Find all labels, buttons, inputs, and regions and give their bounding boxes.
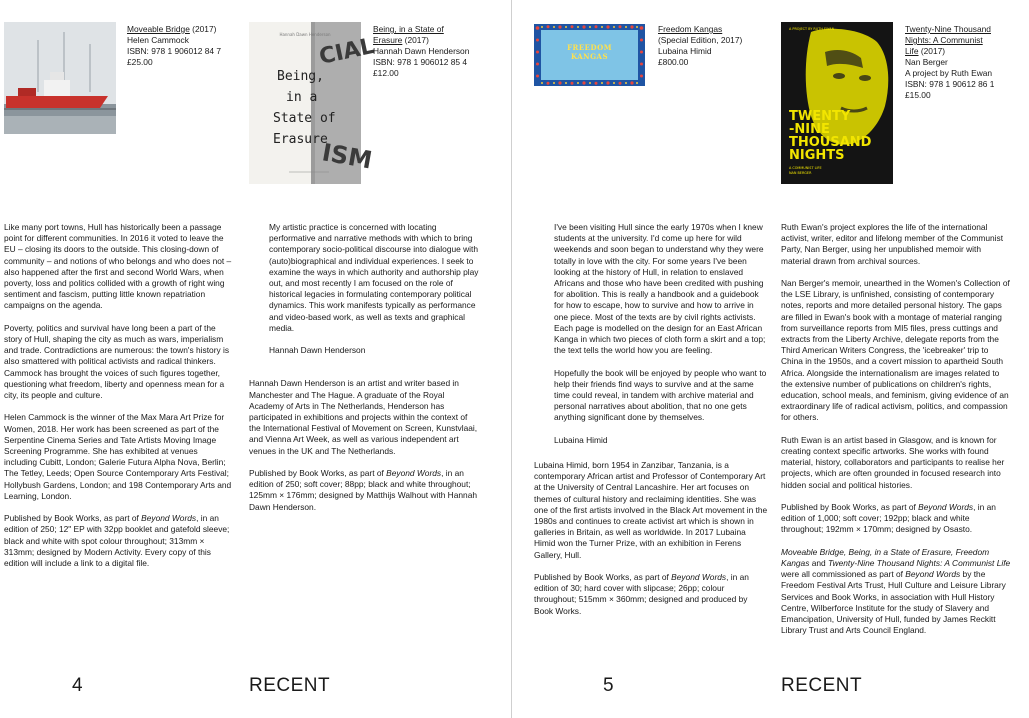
book-title-link[interactable]: Twenty-Nine Thousand: [905, 24, 991, 34]
cover-word-thousand: THOUSAND: [789, 135, 872, 150]
cover-word-nights: NIGHTS: [789, 148, 845, 163]
caption-moveable-bridge: Moveable Bridge (2017) Helen Cammock ISBN: 978 1 906012 84 7 £25.00: [127, 24, 222, 67]
cover-word-in-a: in a: [286, 90, 318, 105]
caption-freedom-kangas: Freedom Kangas (Special Edition, 2017) Lubaina Himid £800.00: [658, 24, 782, 68]
book-title-link-cont[interactable]: Nights: A Communist: [905, 35, 983, 45]
text-column-cammock: [4, 222, 233, 580]
publication-details: Published by Book Works, as part of Beyond Words, in an edition of 250; 12" EP with 32pp booklet and gatefold sleeve; black and white with spot colour throughout; 313mm × 313mm; designed by Modern Activity. Every copy of this edition will include a link to a digital file.: [4, 513, 230, 569]
commission-credits: Moveable Bridge, Being, in a State of Erasure, Freedom Kangas and Twenty-Nine Thousand Nights: A Communist Life were all commissioned as part of Beyond Words by the Freedom Festival Arts Trust, Hull Culture and Leisure Library Services and Book Works, in association with Hull History Centre, Wilberforce Institute for the study of Slavery and Emancipation, University of Hull, funded by James Reckitt Library Trust and Arts Council England.: [781, 546, 1011, 636]
cover-author: NAN BERGER: [789, 171, 812, 175]
cover-word-state: State of: [273, 111, 336, 126]
kanga-title-line2: KANGAS: [570, 52, 609, 61]
section-label-right: RECENT: [781, 675, 863, 696]
paragraph: Ruth Ewan's project explores the life of the international activist, writer, editor and lifelong member of the Communist Party, Nan Berger, using her unpublished memoir with material drawn from archival sources.: [781, 222, 1004, 266]
paragraph: Like many port towns, Hull has historically been a passage point for different communities. In 2016 it voted to leave the EU – closing its doors to the outside. This closing-down of community – and notions of who belongs and who does not – also happened after the first and second World Wars, when poverty, loss and politics collided with a growth of right wing sentiment and fascism, putting little known repatriation campaigns on the agenda.: [4, 222, 232, 311]
cover-collage-word-1: CIAL: [317, 33, 377, 70]
text-column-ewan: [781, 222, 1012, 648]
cover-word-nine: -NINE: [789, 122, 830, 137]
paragraph: I've been visiting Hull since the early 1970s when I knew students at the university. I'd come up here for wild weekends and soon began to understand why they were totally in love with the city. For some years I've been looking at the history of Hull, in relation to enslaved Africans and those who have been credited with pushing for abolition. This is really a handbook and a guidebook for how to escape, how to survive and how to arrive in one piece. Most of the texts are by civil rights activists. Each page is modelled on the design for an East African Kanga in which two pieces of cloth form a skirt and a top; the text tells the world how you are feeling.: [554, 222, 766, 356]
page-number-right: 5: [603, 675, 615, 696]
book-title-link-cont[interactable]: Life: [905, 46, 919, 56]
kanga-title-line1: FREEDOM: [567, 43, 612, 52]
paragraph: Helen Cammock is the winner of the Max Mara Art Prize for Women, 2018. Her work has been screened as part of the Serpentine Cinema Series and Tate Artists Moving Image Screening Programme. She has exhibited at venues including Cubitt, London; Galerie Futura Alpha Nova, Berlin; The Tetley, Leeds; Open Source Contemporary Arts Festival; Hollybush Gardens, London; and 198 Contemporary Arts and Learning, London.: [4, 412, 232, 501]
artist-statement: [249, 222, 479, 356]
book-title-link[interactable]: Freedom Kangas: [658, 24, 723, 34]
kanga-cover-art: [534, 24, 645, 86]
erasure-cover-art: [249, 22, 377, 184]
paragraph: Lubaina Himid, born 1954 in Zanzibar, Tanzania, is a contemporary African artist and Professor of Contemporary Art at the University of Central Lancashire. Her art focuses on themes of cultural history and reclaiming identities. She was one of the first artists involved in the Black Art movement in the 1980s and continues to create activist art which is shown in galleries in Britain, as well as worldwide. In 2017 Lubaina Himid won the Turner Prize, with an exhibition in Ferens Gallery, Hull.: [534, 460, 768, 560]
cover-author: Hannah Dawn Henderson: [279, 32, 331, 37]
cover-being-erasure: [249, 22, 377, 184]
publication-details: Published by Book Works, as part of Beyond Words, in an edition of 250; soft cover; 88pp; black and white throughout; 125mm × 176mm; designed by Matthijs Walhout with Hannah Dawn Henderson.: [249, 468, 478, 512]
caption-being-erasure: Being, in a State of Erasure (2017) Hannah Dawn Henderson ISBN: 978 1 906012 85 4 £12.00: [373, 24, 497, 79]
cover-freedom-kangas: [534, 24, 645, 86]
cover-collage-word-2: ISM: [319, 138, 375, 175]
caption-twenty-nine-nights: Twenty-Nine Thousand Nights: A Communist Life (2017) Nan Berger A project by Ruth Ewan ISBN: 978 1 90612 86 1 £15.00: [905, 24, 1029, 101]
text-column-himid: [534, 222, 768, 628]
cover-word-twenty: TWENTY: [789, 109, 851, 124]
book-title-link[interactable]: Moveable Bridge: [127, 24, 190, 34]
statement-signature: Hannah Dawn Henderson: [269, 345, 366, 356]
book-title-link-cont[interactable]: Erasure: [373, 35, 403, 45]
cover-word-being: Being,: [277, 69, 324, 84]
book-title-link[interactable]: Being, in a State of: [373, 24, 444, 34]
paragraph: Hannah Dawn Henderson is an artist and writer based in Manchester and The Hague. A graduate of the Royal Academy of Arts in The Netherlands, Henderson has participated in exhibitions and projects within the context of the International Festival of Movement on Screen, Kunstvlaai, and Vienna Art Week, as well as various independent art venues in the UK and The Netherlands.: [249, 378, 478, 456]
paragraph: Ruth Ewan is an artist based in Glasgow, and is known for creating context specific artworks. She works with found material, history, collaborators and participants to realise her projects, which are often grounded in focused research into hidden social and political histories.: [781, 434, 1005, 490]
paragraph: My artistic practice is concerned with locating performative and narrative methods with which to bring contemporary socio-political discourse into dialogue with (auto)biographical and individual experiences. I seek to examine the ways in which authority and authorship play out, and most recently I am focused on the role of historical legacies in formulating contemporary political dynamics. This work manifests typically as performance and video-based work, as well as texts and graphical media.: [269, 222, 479, 333]
publication-details: Published by Book Works, as part of Beyond Words, in an edition of 1,000; soft cover; 192pp; black and white throughout; 192mm × 170mm; designed by Osasto.: [781, 502, 996, 535]
statement-signature: Lubaina Himid: [554, 434, 608, 445]
cover-subtitle: A COMMUNIST LIFE: [789, 166, 822, 170]
publication-details: Published by Book Works, as part of Beyond Words, in an edition of 30; hard cover with slipcase; 26pp; colour throughout; 515mm × 360mm; designed and produced by Book Works.: [534, 572, 749, 616]
paragraph: Nan Berger's memoir, unearthed in the Women's Collection of the LSE Library, is unfinished, consisting of contemporary notes, reports and more detailed personal history. The gaps are filled in Ewan's book with a montage of material ranging from surveillance reports from MI5 files, press cuttings and extracts from the Liberty Archive, delegate reports from the Third American Writers Congress, the 'icebreaker' trip to China in the 1950s, and a covert mission to apartheid South Africa. Alongside the internationalism are images related to the extensive number of publications on children's rights, education, school meals, and feminism, giving evidence of an extraordinary life of radical activism, politics, and compassion for others.: [781, 278, 1010, 423]
cover-moveable-bridge: [4, 22, 116, 134]
harbour-ship-photo: [4, 22, 116, 134]
spread-gutter: [511, 0, 512, 718]
artist-statement: [534, 222, 768, 446]
paragraph: Poverty, politics and survival have long been a part of the story of Hull, shaping the city as much as wars, imperialism and trade. Contradictions are numerous: the town's history is also smattered with political activists and radical thinkers. Cammock has brought the voices of such figures together, questioning what freedom, liberty and openness mean for a city, its people and culture.: [4, 322, 230, 401]
page-number-left: 4: [72, 675, 84, 696]
nights-cover-art: [781, 22, 893, 184]
text-column-henderson: [249, 222, 479, 524]
cover-project-line: A PROJECT BY RUTH EWAN: [789, 27, 835, 31]
paragraph: Hopefully the book will be enjoyed by people who want to help their friends find ways to survive and at the same time could reveal, in tandem with archive material and personal narratives about abolition, that no one gets anything significant done by themselves.: [554, 367, 767, 423]
cover-twenty-nine-nights: [781, 22, 893, 184]
section-label-left: RECENT: [249, 675, 331, 696]
cover-word-erasure: Erasure: [273, 132, 328, 147]
